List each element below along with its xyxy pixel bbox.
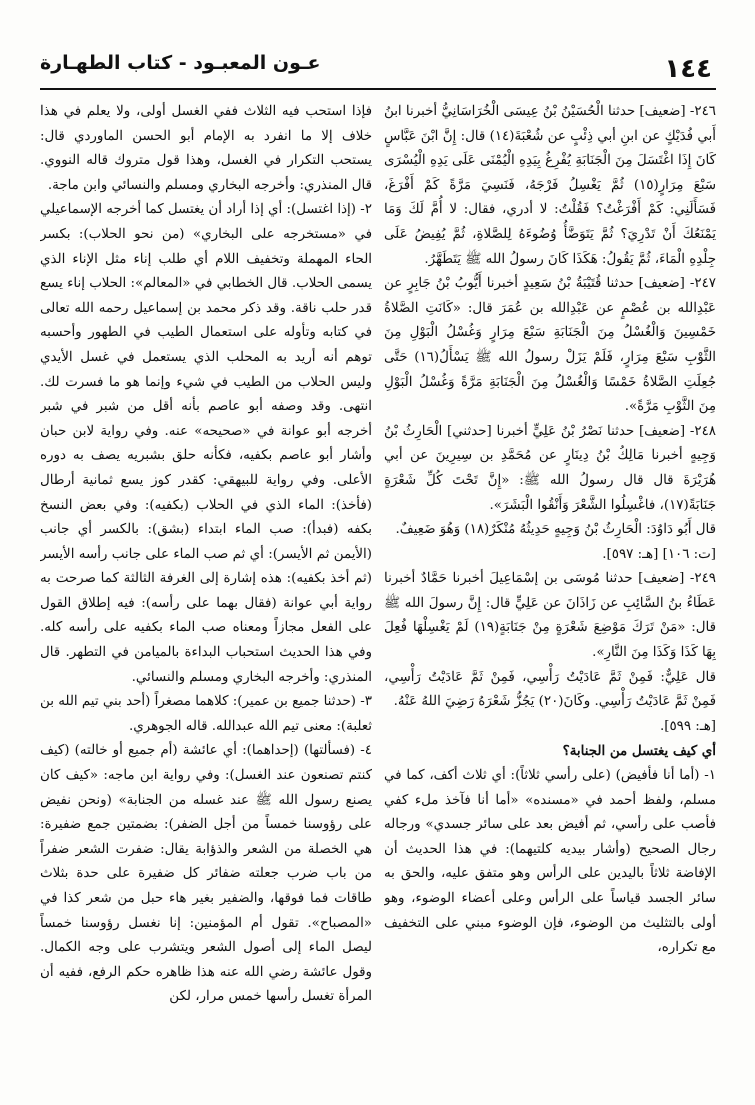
reference-249: [هـ: ٥٩٩].	[659, 718, 716, 734]
ali-comment: قال عَلِيٌّ: فَمِنْ ثَمَّ عَادَيْتُ رَأْسِي، فَمِنْ ثَمَّ عَادَيْتُ رَأْسِي، فَمِنْ ثَمَّ عَادَيْتُ رَأْسِي. وكَانَ(٢٠) يَجُزُّ شَعْرَهُ رَضِيَ اللهُ عَنْهُ.	[384, 669, 716, 710]
hadith-247: ٢٤٧- [ضعيف] حدثنا قُتَيْبَةُ بْنُ سَعِيدٍ أخبرنا أَيُّوبُ بْنُ جَابِرٍ عن عَبْدِالله بن عُصْمٍ عن عَبْدِالله بن عُمَرَ قال: «كَانَتِ الصَّلاةُ خَمْسِينَ وَالْغُسْلُ مِنَ الْجَنَابَةِ سَبْعَ مِرَارٍ وَغُسْلُ الْبَوْلِ مِنَ الثَّوْبِ سَبْعَ مِرَارٍ، فَلَمْ يَزَلْ رسولُ الله ﷺ يَسْأَلُ(١٦) حَتَّى جُعِلَتِ الصَّلاةُ خَمْسًا وَالْغُسْلُ مِنَ الْجَنَابَةِ مَرَّةً وَغُسْلُ الْبَوْلِ مِنَ الثَّوْبِ مَرَّةً».	[384, 276, 716, 415]
right-column	[384, 100, 716, 1085]
page-header	[40, 52, 716, 90]
section-question: أي كيف يغتسل من الجنابة؟	[562, 743, 716, 760]
commentary-3: ٣- (حدثنا جميع بن عمير): كلاهما مصغراً (أحد بني تيم الله بن ثعلبة): معنى تيم الله عبدالله. قاله الجوهري.	[40, 694, 372, 734]
hadith-246: ٢٤٦- [ضعيف] حدثنا الْحُسَيْنُ بْنُ عِيسَى الْخُرَاسَانِيُّ أخبرنا ابنُ أَبي فُدَيْكٍ عن ابنِ أبي ذِئْبٍ عن شُعْبَةَ(١٤) قال: إِنَّ ابْنَ عَبَّاسٍ كَانَ إِذَا اغْتَسَلَ مِنَ الْجَنَابَةِ يُفْرِغُ بِيَدِهِ الْيُمْنَى عَلَى يَدِهِ الْيُسْرَى سَبْعَ مِرَارٍ(١٥) ثُمَّ يَغْسِلُ فَرْجَهُ، فَنَسِيَ مَرَّةً كَمْ أَفْرَغَ، فَسَأَلَنِي: كَمْ أَفْرَغْتُ؟ فَقُلْتُ: لا أدري، فقال: لا أُمَّ لَكَ وَمَا يَمْنَعُكَ أَنْ تَدْرِيَ؟ ثُمَّ يَتَوَضَّأُ وُضُوءَهُ لِلصَّلاةِ، ثُمَّ يُفِيضُ عَلَى جِلْدِهِ الْمَاءَ، ثُمَّ يَقُولُ: هَكَذَا كَانَ رسولُ الله ﷺ يَتَطَهَّرُ.	[384, 104, 716, 267]
abu-dawud-comment: قال أَبُو دَاوُدَ: الْحَارِثُ بْنُ وَجِيهٍ حَدِيثُهُ مُنْكَرٌ(١٨) وَهُوَ ضَعِيفٌ.	[395, 522, 716, 538]
commentary-2: ٢- (إذا اغتسل): أي إذا أراد أن يغتسل كما أخرجه الإسماعيلي في «مستخرجه على البخاري» (من نحو الحلاب): بكسر الحاء المهملة وتخفيف اللام أي طلب إناء مثل الإناء الذي يسمى الحلاب. قال الخطابي في «المعالم»: الحلاب إناء يسع قدر حلب ناقة. وقد ذكر محمد بن إسماعيل رحمه الله تعالى في كتابه وتأوله على استعمال الطيب في الطهور وأحسبه توهم أنه أريد به المحلب الذي يستعمل في غسل الأيدي وليس الحلاب من الطيب في شيء وإنما هو ما فسرت لك. انتهى. وقد وصفه أبو عاصم بأنه أقل من شبر في شبر أخرجه أبو عوانة في «صحيحه» عنه. وفي رواية لابن حبان وأشار أبو عاصم بكفيه، فكأنه حلق بشبريه يصف به دوره الأعلى. وفي رواية للبيهقي: كقدر كوز يسع ثمانية أرطال (فأخذ): الماء الذي في الحلاب (بكفيه): وفي بعض النسخ بكفه (فبدأ): صب الماء ابتداء (بشق): بالكسر أي جانب (الأيمن ثم الأيسر): أي ثم صب الماء على جانب رأسه الأيسر (ثم أخذ بكفيه): هذه إشارة إلى الغرفة الثالثة كما صرحت به رواية أبي عوانة (فقال بهما على رأسه): فيه إطلاق القول على الفعل مجازاً ومعناه صب الماء بكفيه على رأسه كله. وفي هذا الحديث استحباب البداءة بالميامن في التطهر. قال المنذري: وأخرجه البخاري ومسلم والنسائي.	[40, 202, 372, 685]
reference-248: [ت: ١٠٦] [هـ: ٥٩٧].	[602, 546, 716, 562]
running-title: عـون المعبـود - كتاب الطهـارة	[40, 52, 321, 74]
hadith-248: ٢٤٨- [ضعيف] حدثنا نَصْرُ بْنُ عَلِيٍّ أخبرنا [حدثني] الْحَارِثُ بْنُ وَجِيهٍ أخبرنا مَالِكُ بْنُ دِينَارٍ عن مُحَمَّدِ بن سِيرِينَ عن أبي هُرَيْرَةَ قال قال رسولُ الله ﷺ: «إِنَّ تَحْتَ كُلِّ شَعْرَةٍ جَنَابَةً(١٧)، فاغْسِلُوا الشَّعْرَ وَأَنْقُوا الْبَشَرَ».	[384, 423, 716, 513]
column-divider	[380, 100, 381, 1085]
commentary-1-cont: فإذا استحب فيه الثلاث ففي الغسل أولى، ولا يعلم في هذا خلاف إلا ما انفرد به الإمام أبو الحسن الماوردي قال: يستحب التكرار في الغسل، وهذا قول متروك قاله النووي. قال المنذري: وأخرجه البخاري ومسلم والنسائي وابن ماجة.	[40, 104, 372, 193]
page-number: ١٤٤	[664, 54, 712, 84]
commentary-4: ٤- (فسألتها) (إحداهما): أي عائشة (أم جميع أو خالته) (كيف كنتم تصنعون عند الغسل): وفي رواية ابن ماجه: «كيف كان يصنع رسول الله ﷺ عند غسله من الجنابة» (ونحن نفيض على رؤوسنا خمساً من أجل الضفر): بضمتين جمع ضفيرة: هي الخصلة من الشعر والذؤابة يقال: ضفرت الشعر ضفراً من باب ضرب جعلته ضفائر كل ضفيرة على حدة بثلاث طاقات فما فوقها، والضفير بغير هاء حبل من شعر كذا في «المصباح». تقول أم المؤمنين: إنا نغسل رؤوسنا خمساً ليصل الماء إلى أصول الشعر ويتشرب على وجه الكمال. وقول عائشة رضي الله عنه هذا ظاهره حكم الرفع، ففيه أن المرأة تغسل رأسها خمس مرار، لكن	[40, 743, 372, 1005]
hadith-249: ٢٤٩- [ضعيف] حدثنا مُوسَى بن إسْمَاعِيلَ أخبرنا حَمَّادٌ أخبرنا عَطَاءُ بنُ السَّائِبِ عن زَاذَانَ عن عَلِيٍّ قال: إِنَّ رسولَ الله ﷺ قال: «مَنْ تَرَكَ مَوْضِعَ شَعْرَةٍ مِنْ جَنَابَةٍ(١٩) لَمْ يَغْسِلْهَا فُعِلَ بِهَا كَذَا وَكَذَا مِنَ النَّارِ».	[384, 571, 716, 661]
book-page	[40, 40, 716, 1090]
commentary-1: ١- (أما أنا فأفيض) (على رأسي ثلاثاً): أي ثلاث أكف، كما في مسلم، ولفظ أحمد في «مسنده» «أما أنا فآخذ ملء كفي فأصب على رأسي، ثم أفيض بعد على سائر جسدي» ورجاله رجال الصحيح (وأشار بيديه كلتيهما): في هذا الحديث أن الإفاضة ثلاثاً باليدين على الرأس وهو متفق عليه، والحق به سائر الجسد قياساً على الرأس وعلى أعضاء الوضوء، وهو أولى بالتثليث من الوضوء، فإن الوضوء مبني على التخفيف مع تكراره،	[384, 768, 716, 956]
left-column	[40, 100, 372, 1085]
